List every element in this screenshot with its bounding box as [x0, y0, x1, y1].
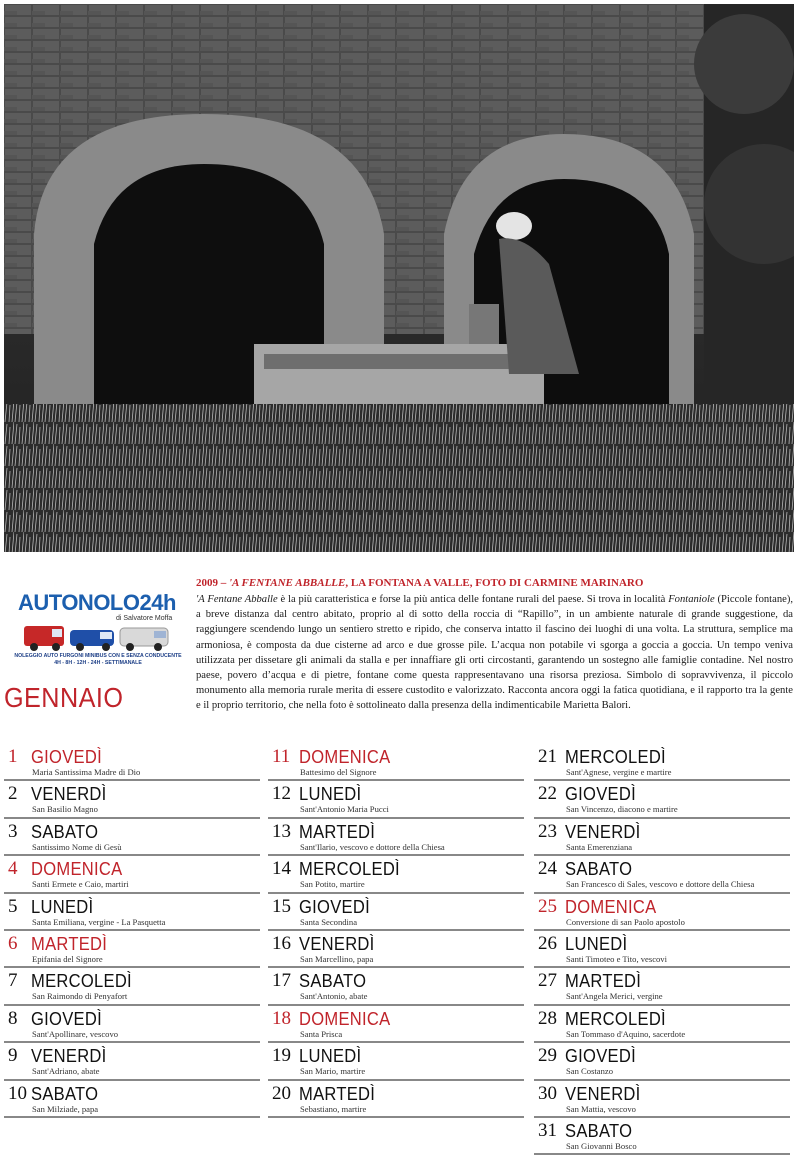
saint-of-day: Sant'Agnese, vergine e martire [566, 767, 672, 777]
day-name: MARTEDÌ [299, 1083, 376, 1104]
day-number: 19 [272, 1045, 291, 1067]
saint-of-day: Sant'Apollinare, vescovo [32, 1028, 119, 1039]
saint-of-day: Maria Santissima Madre di Dio [32, 767, 141, 777]
day-number: 20 [272, 1082, 291, 1104]
day-number: 24 [538, 858, 557, 880]
calendar-day [4, 1081, 260, 1118]
saint-of-day: San Mario, martire [300, 1066, 366, 1077]
saint-of-day: San Vincenzo, diacono e martire [566, 804, 678, 815]
calendar-day [4, 1006, 260, 1043]
saint-of-day: San Costanzo [566, 1066, 614, 1077]
day-number: 22 [538, 783, 557, 805]
calendar-day [268, 744, 524, 781]
calendar-day [4, 781, 260, 818]
day-name: VENERDÌ [565, 1083, 641, 1104]
calendar-day [4, 894, 260, 931]
day-number: 8 [8, 1007, 18, 1029]
day-name: DOMENICA [565, 896, 657, 917]
calendar-day [534, 968, 790, 1005]
day-number: 15 [272, 895, 291, 917]
saint-of-day: Santissimo Nome di Gesù [32, 841, 122, 852]
calendar-day [534, 856, 790, 893]
saint-of-day: Sant'Adriano, abate [32, 1066, 100, 1077]
day-name: MERCOLEDÌ [565, 747, 666, 767]
saint-of-day: Sant'Antonio, abate [300, 991, 368, 1002]
day-name: VENERDÌ [565, 821, 641, 842]
saint-of-day: Santa Secondina [300, 916, 358, 927]
day-name: GIOVEDÌ [31, 1008, 102, 1029]
day-name: LUNEDÌ [299, 1046, 362, 1067]
day-name: LUNEDÌ [299, 784, 362, 805]
day-number: 10 [8, 1082, 27, 1104]
day-number: 9 [8, 1045, 18, 1067]
day-name: SABATO [31, 1083, 99, 1104]
saint-of-day: Santa Emiliana, vergine - La Pasquetta [32, 916, 166, 927]
stone-fountain-photo [4, 4, 794, 552]
day-number: 31 [538, 1119, 557, 1141]
calendar-day [268, 1006, 524, 1043]
day-number: 12 [272, 783, 291, 805]
day-number: 11 [272, 746, 291, 767]
calendar-day [534, 1081, 790, 1118]
day-number: 21 [538, 746, 557, 767]
calendar-day [534, 781, 790, 818]
day-name: LUNEDÌ [565, 933, 628, 954]
day-name: DOMENICA [299, 747, 391, 767]
saint-of-day: Sant'Angela Merici, vergine [566, 991, 663, 1002]
day-number: 2 [8, 783, 18, 805]
day-number: 4 [8, 858, 18, 880]
calendar-day [534, 1118, 790, 1155]
calendar-day [534, 1043, 790, 1080]
day-name: VENERDÌ [299, 933, 375, 954]
description-title [196, 577, 792, 589]
day-name: MERCOLEDÌ [565, 1008, 666, 1029]
calendar-day [534, 931, 790, 968]
logo-subtitle: di Salvatore Moffa [116, 615, 173, 622]
saint-of-day: Santi Ermete e Caio, martiri [32, 879, 129, 890]
calendar-day [534, 1006, 790, 1043]
calendar-day [4, 1043, 260, 1080]
calendar-day [268, 781, 524, 818]
body-part-1: è la più caratteristica e forse la più antica delle fontane rurali del paese. Si trova in località [277, 594, 669, 605]
description-title-italic: 'A FENTANE ABBALLE [229, 577, 346, 589]
calendar-day [534, 894, 790, 931]
day-number: 26 [538, 932, 557, 954]
day-name: SABATO [565, 859, 633, 880]
calendar-day [4, 931, 260, 968]
calendar-day [534, 744, 790, 781]
day-number: 28 [538, 1007, 557, 1029]
day-number: 1 [8, 746, 18, 767]
saint-of-day: Sant'Antonio Maria Pucci [300, 804, 389, 815]
day-name: DOMENICA [299, 1008, 391, 1029]
day-name: MARTEDÌ [299, 821, 376, 842]
calendar-day [268, 1081, 524, 1118]
saint-of-day: San Potito, martire [300, 879, 365, 890]
day-name: VENERDÌ [31, 784, 107, 805]
day-number: 13 [272, 820, 291, 842]
month-title: GENNAIO [4, 682, 124, 713]
calendar-column-3 [534, 744, 790, 1155]
day-name: MERCOLEDÌ [299, 859, 400, 880]
day-number: 3 [8, 820, 18, 842]
day-number: 25 [538, 895, 557, 917]
calendar-column-2 [268, 744, 524, 1118]
calendar-day [268, 894, 524, 931]
saint-of-day: San Basilio Magno [32, 804, 98, 815]
day-name: MERCOLEDÌ [31, 971, 132, 992]
day-number: 29 [538, 1045, 557, 1067]
day-number: 5 [8, 895, 18, 917]
logo-brand: AUTONOLO24h [18, 590, 176, 615]
calendar-day [268, 968, 524, 1005]
saint-of-day: Conversione di san Paolo apostolo [566, 916, 685, 927]
calendar-day [4, 968, 260, 1005]
day-number: 18 [272, 1007, 291, 1029]
day-number: 6 [8, 932, 18, 954]
day-number: 23 [538, 820, 557, 842]
saint-of-day: Santi Timoteo e Tito, vescovi [566, 953, 667, 964]
saint-of-day: San Marcellino, papa [300, 953, 374, 964]
calendar-column-1 [4, 744, 260, 1118]
day-name: GIOVEDÌ [31, 747, 102, 767]
calendar-day [4, 819, 260, 856]
calendar-day [4, 856, 260, 893]
saint-of-day: Epifania del Signore [32, 953, 103, 964]
day-name: GIOVEDÌ [565, 1046, 636, 1067]
saint-of-day: San Tommaso d'Aquino, sacerdote [566, 1028, 686, 1039]
body-part-2: (Piccole fontane), a breve distanza dal centro abitato, proprio al di sotto della roccia di “Rapillo”, in un ambiente naturale di grande suggestione, da raggiungere scendendo lungo un sentiero stretto e ripido, che conserva intatto il fascino dei luoghi di una volta. La struttura, semplice ma armoniosa, è composta da due cisterne ad arco e due grosse pile. L’acqua non potabile vi sgorga a goccia a goccia. Un tempo veniva utilizzata per dissetare gli animali da stalla e per innaffiare gli orti circostanti, garantendo un sostegno alle famiglie contadine. Nel nostro paese, povero d’acqua e di pietre, fontane come questa rappresentavano una risorsa preziosa. Simbolo di sopravvivenza, il piccolo monumento alla memoria rurale merita di essere custodito e valorizzato. Racconta ancora oggi la fatica quotidiana, e il rapporto tra la gente e il proprio territorio, che nella foto è sottolineato dalla presenza della indimenticabile Marietta Balori. [196, 594, 793, 712]
calendar-day [268, 1043, 524, 1080]
day-name: DOMENICA [31, 859, 123, 880]
logo-tagline: NOLEGGIO AUTO FURGONI MINIBUS CON E SENZA CONDUCENTE [14, 653, 182, 659]
saint-of-day: San Francesco di Sales, vescovo e dottore della Chiesa [566, 879, 755, 890]
day-number: 7 [8, 970, 18, 992]
saint-of-day: Sant'Ilario, vescovo e dottore della Chiesa [300, 841, 445, 852]
sponsor-logo [14, 580, 182, 672]
saint-of-day: Santa Prisca [300, 1028, 343, 1039]
saint-of-day: San Giovanni Bosco [566, 1140, 637, 1151]
vans-icon [22, 622, 172, 652]
saint-of-day: Sebastiano, martire [300, 1103, 367, 1114]
day-number: 27 [538, 970, 557, 992]
day-name: SABATO [565, 1120, 633, 1141]
calendar-day [268, 819, 524, 856]
lead-italic: 'A Fentane Abballe [196, 594, 278, 605]
day-name: MARTEDÌ [565, 971, 642, 992]
calendar-day [268, 931, 524, 968]
day-name: LUNEDÌ [31, 896, 94, 917]
saint-of-day: San Mattia, vescovo [566, 1103, 636, 1114]
saint-of-day: Battesimo del Signore [300, 767, 377, 777]
fountain-photo [4, 4, 794, 552]
day-name: VENERDÌ [31, 1046, 107, 1067]
logo-hours: 4H - 8H - 12H - 24H - SETTIMANALE [54, 660, 142, 666]
day-name: GIOVEDÌ [565, 784, 636, 805]
saint-of-day: San Milziade, papa [32, 1103, 99, 1114]
calendar-day [4, 744, 260, 781]
saint-of-day: San Raimondo di Penyafort [32, 991, 128, 1002]
description-year: 2009 – [196, 577, 227, 589]
day-name: MARTEDÌ [31, 933, 108, 954]
day-number: 17 [272, 970, 291, 992]
day-name: GIOVEDÌ [299, 896, 370, 917]
description-body [196, 592, 793, 714]
place-italic: Fontaniole [668, 594, 715, 605]
day-name: SABATO [31, 821, 99, 842]
calendar-day [268, 856, 524, 893]
saint-of-day: Santa Emerenziana [566, 841, 633, 852]
calendar-day [534, 819, 790, 856]
day-number: 14 [272, 858, 291, 880]
day-number: 30 [538, 1082, 557, 1104]
day-name: SABATO [299, 971, 367, 992]
description-title-rest: , LA FONTANA A VALLE, FOTO DI CARMINE MARINARO [345, 577, 644, 589]
day-number: 16 [272, 932, 291, 954]
